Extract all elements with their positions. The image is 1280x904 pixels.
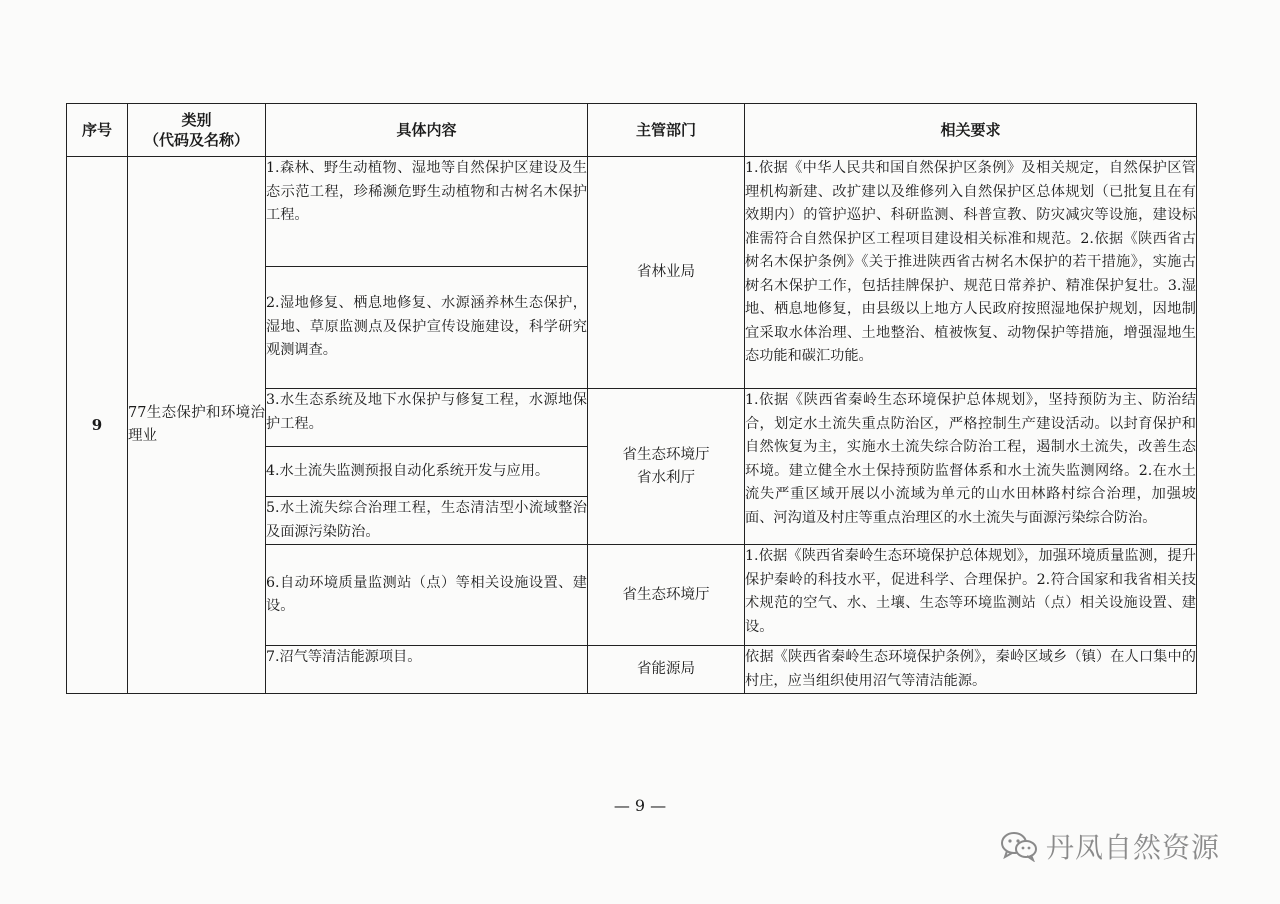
header-category-line1: 类别 [181, 111, 212, 129]
requirements-cell-energy: 依据《陕西省秦岭生态环境保护条例》，秦岭区域乡（镇）在人口集中的村庄，应当组织使用沼气等清洁能源。 [745, 646, 1197, 694]
industry-table [66, 103, 1197, 694]
header-row [67, 104, 1197, 157]
category-cell: 77生态保护和环境治理业 [128, 157, 266, 694]
content-cell-6: 6.自动环境质量监测站（点）等相关设施设置、建设。 [266, 545, 588, 646]
content-cell-7: 7.沼气等清洁能源项目。 [266, 646, 588, 694]
header-seq: 序号 [67, 104, 128, 157]
content-cell-3: 3.水生态系统及地下水保护与修复工程，水源地保护工程。 [266, 389, 588, 447]
seq-cell: 9 [67, 157, 128, 694]
department-eco-env: 省生态环境厅 [622, 446, 710, 463]
content-cell-2: 2.湿地修复、栖息地修复、水源涵养林生态保护，湿地、草原监测点及保护宣传设施建设，科学研究观测调查。 [266, 267, 588, 389]
requirements-cell-monitoring: 1.依据《陕西省秦岭生态环境保护总体规划》，加强环境质量监测，提升保护秦岭的科技水平，促进科学、合理保护。2.符合国家和我省相关技术规范的空气、水、土壤、生态等环境监测站（点）相关设施设置、建设。 [745, 545, 1197, 646]
watermark [1000, 826, 1220, 866]
department-forestry: 省林业局 [588, 157, 745, 389]
requirements-cell-water: 1.依据《陕西省秦岭生态环境保护总体规划》，坚持预防为主、防治结合，划定水土流失重点防治区，严格控制生产建设活动。以封育保护和自然恢复为主，实施水土流失综合防治工程，遏制水土流失，改善生态环境。建立健全水土保持预防监督体系和水土流失监测网络。2.在水土流失严重区域开展以小流域为单元的山水田林路村综合治理，加强坡面、河沟道及村庄等重点治理区的水土流失与面源污染综合防治。 [745, 389, 1197, 545]
wechat-icon [1000, 830, 1038, 862]
content-cell-5: 5.水土流失综合治理工程，生态清洁型小流域整治及面源污染防治。 [266, 497, 588, 545]
department-eco-env-2: 省生态环境厅 [588, 545, 745, 646]
department-water: 省水利厅 [637, 469, 695, 486]
header-requirements: 相关要求 [745, 104, 1197, 157]
department-energy: 省能源局 [588, 646, 745, 694]
requirements-cell-forestry: 1.依据《中华人民共和国自然保护区条例》及相关规定，自然保护区管理机构新建、改扩建以及维修列入自然保护区总体规划（已批复且在有效期内）的管护巡护、科研监测、科普宣教、防灾减灾等设施，建设标准需符合自然保护区工程项目建设相关标准和规范。2.依据《陕西省古树名木保护条例》《关于推进陕西省古树名木保护的若干措施》，实施古树名木保护工作，包括挂牌保护、规范日常养护、精准保护复壮。3.湿地、栖息地修复，由县级以上地方人民政府按照湿地保护规划，因地制宜采取水体治理、土地整治、植被恢复、动物保护等措施，增强湿地生态功能和碳汇功能。 [745, 157, 1197, 389]
header-department: 主管部门 [588, 104, 745, 157]
table-row [67, 157, 1197, 267]
content-cell-1: 1.森林、野生动植物、湿地等自然保护区建设及生态示范工程，珍稀濒危野生动植物和古树名木保护工程。 [266, 157, 588, 267]
header-category [128, 104, 266, 157]
content-cell-4: 4.水土流失监测预报自动化系统开发与应用。 [266, 447, 588, 497]
department-eco-water [588, 389, 745, 545]
watermark-text: 丹凤自然资源 [1046, 831, 1221, 864]
page-number: — 9 — [613, 796, 667, 815]
header-content: 具体内容 [266, 104, 588, 157]
header-category-line2: （代码及名称） [143, 131, 249, 149]
